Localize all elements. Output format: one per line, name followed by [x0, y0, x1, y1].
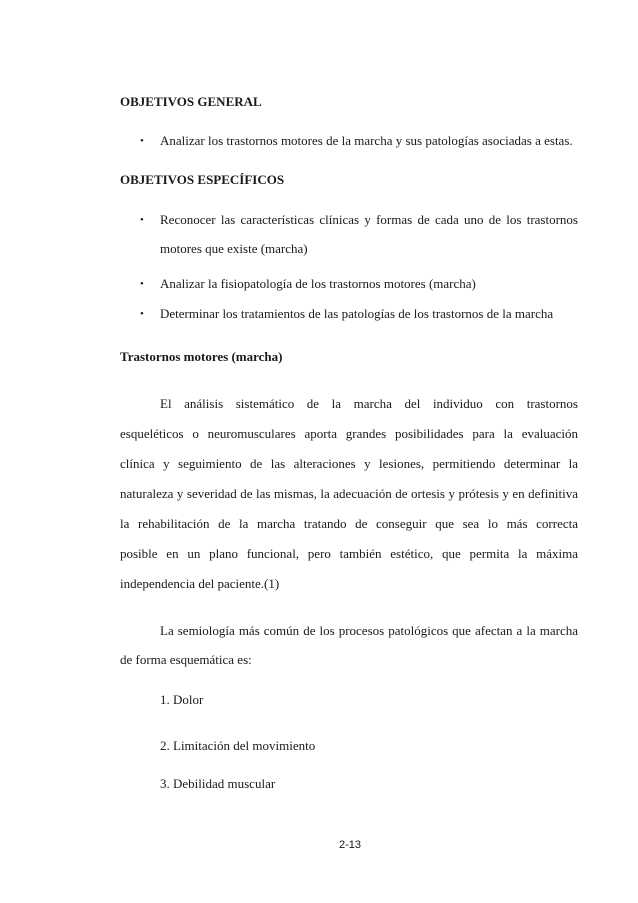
paragraph-2-line-1: La semiología más común de los procesos patológicos que afectan a la marcha	[160, 623, 578, 638]
specific-objective-item-2: Analizar la fisiopatología de los trastornos motores (marcha)	[160, 276, 476, 291]
page-number: 2-13	[339, 839, 362, 851]
specific-objective-item-1-line-1: Reconocer las características clínicas y formas de cada uno de los trastornos	[160, 212, 578, 227]
paragraph-1-line-7: independencia del paciente.(1)	[120, 576, 280, 591]
paragraph-1-line-1: El análisis sistemático de la marcha del individuo con trastornos	[160, 396, 578, 411]
paragraph-1-line-3: clínica y seguimiento de las alteraciones y lesiones, permitiendo determinar la	[120, 456, 578, 471]
paragraph-1-line-5: la rehabilitación de la marcha tratando de conseguir que sea lo más correcta	[120, 516, 578, 531]
bullet-icon: •	[140, 214, 144, 226]
list-item: 2. Limitación del movimiento	[160, 738, 316, 753]
paragraph-2-line-2: de forma esquemática es:	[120, 652, 252, 667]
bullet-icon: •	[140, 308, 144, 320]
list-item: 3. Debilidad muscular	[160, 776, 276, 791]
specific-objective-item-3: Determinar los tratamientos de las patologías de los trastornos de la marcha	[160, 306, 554, 321]
heading-specific-objectives: OBJETIVOS ESPECÍFICOS	[120, 172, 285, 187]
general-objective-item: Analizar los trastornos motores de la marcha y sus patologías asociadas a estas.	[160, 133, 573, 148]
paragraph-1-line-6: posible en un plano funcional, pero también estético, que permita la máxima	[120, 546, 578, 561]
paragraph-1-line-2: esqueléticos o neuromusculares aporta grandes posibilidades para la evaluación	[120, 426, 578, 441]
heading-section-motor-disorders: Trastornos motores (marcha)	[120, 349, 283, 364]
heading-general-objectives: OBJETIVOS GENERAL	[120, 94, 262, 109]
specific-objective-item-1-line-2: motores que existe (marcha)	[160, 241, 308, 256]
bullet-icon: •	[140, 135, 144, 147]
paragraph-1-line-4: naturaleza y severidad de las mismas, la adecuación de ortesis y prótesis y en definitiva	[120, 486, 578, 501]
list-item: 1. Dolor	[160, 692, 204, 707]
bullet-icon: •	[140, 278, 144, 290]
